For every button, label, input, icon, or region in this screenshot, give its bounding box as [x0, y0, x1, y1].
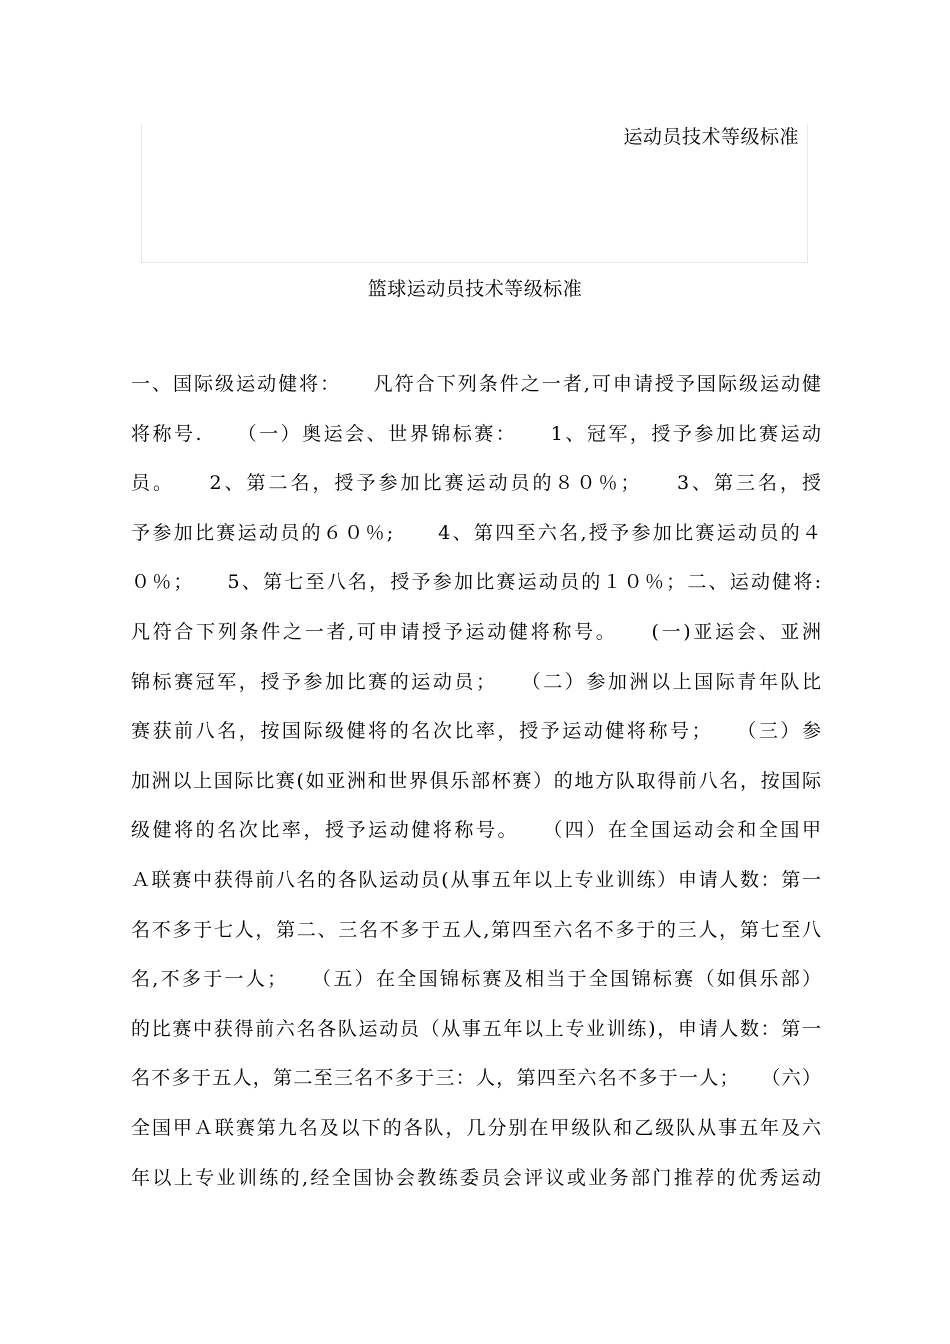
page-header-frame [141, 124, 808, 263]
running-header-title: 运动员技术等级标准 [623, 126, 799, 148]
paragraph-line: Ａ联赛中获得前八名的各队运动员(从事五年以上专业训练）申请人数：第一 [131, 868, 821, 891]
paragraph-line: 级健将的名次比率，授予运动健将称号。 （四）在全国运动会和全国甲 [131, 819, 821, 842]
paragraph-line: ０％； 5、第七至八名，授予参加比赛运动员的１０％；二、运动健将: [131, 571, 821, 594]
paragraph-line: 加洲以上国际比赛(如亚洲和世界俱乐部杯赛）的地方队取得前八名，按国际 [131, 769, 821, 792]
paragraph-line: 赛获前八名，按国际级健将的名次比率，授予运动健将称号； （三）参 [131, 720, 821, 743]
paragraph-line: 全国甲Ａ联赛第九名及以下的各队，几分别在甲级队和乙级队从事五年及六 [131, 1116, 821, 1139]
paragraph-line: 名不多于七人，第二、三名不多于五人,第四至六名不多于的三人，第七至八 [131, 918, 821, 941]
paragraph-line: 员。 2、第二名，授予参加比赛运动员的８０％； 3、第三名，授 [131, 472, 821, 495]
document-title: 篮球运动员技术等级标准 [367, 278, 583, 300]
paragraph-line: 锦标赛冠军，授予参加比赛的运动员； （二）参加洲以上国际青年队比 [131, 670, 821, 693]
paragraph-line: 名不多于五人，第二至三名不多于三：人，第四至六名不多于一人； （六） [131, 1067, 821, 1090]
paragraph-line: 予参加比赛运动员的６０％; 4、第四至六名,授予参加比赛运动员的４ [131, 521, 821, 544]
body-paragraph [131, 360, 821, 1203]
paragraph-line: 凡符合下列条件之一者,可申请授予运动健将称号。 (一)亚运会、亚洲 [131, 620, 821, 643]
paragraph-line: 名,不多于一人； （五）在全国锦标赛及相当于全国锦标赛（如俱乐部） [131, 968, 821, 991]
paragraph-line: 的比赛中获得前六名各队运动员（从事五年以上专业训练)，申请人数：第一 [131, 1017, 821, 1040]
paragraph-line: 年以上专业训练的,经全国协会教练委员会评议或业务部门推荐的优秀运动 [131, 1166, 821, 1189]
paragraph-line: 将称号. （一）奥运会、世界锦标赛： 1、冠军，授予参加比赛运动 [131, 422, 821, 445]
paragraph-line: 一、国际级运动健将： 凡符合下列条件之一者,可申请授予国际级运动健 [131, 373, 821, 395]
